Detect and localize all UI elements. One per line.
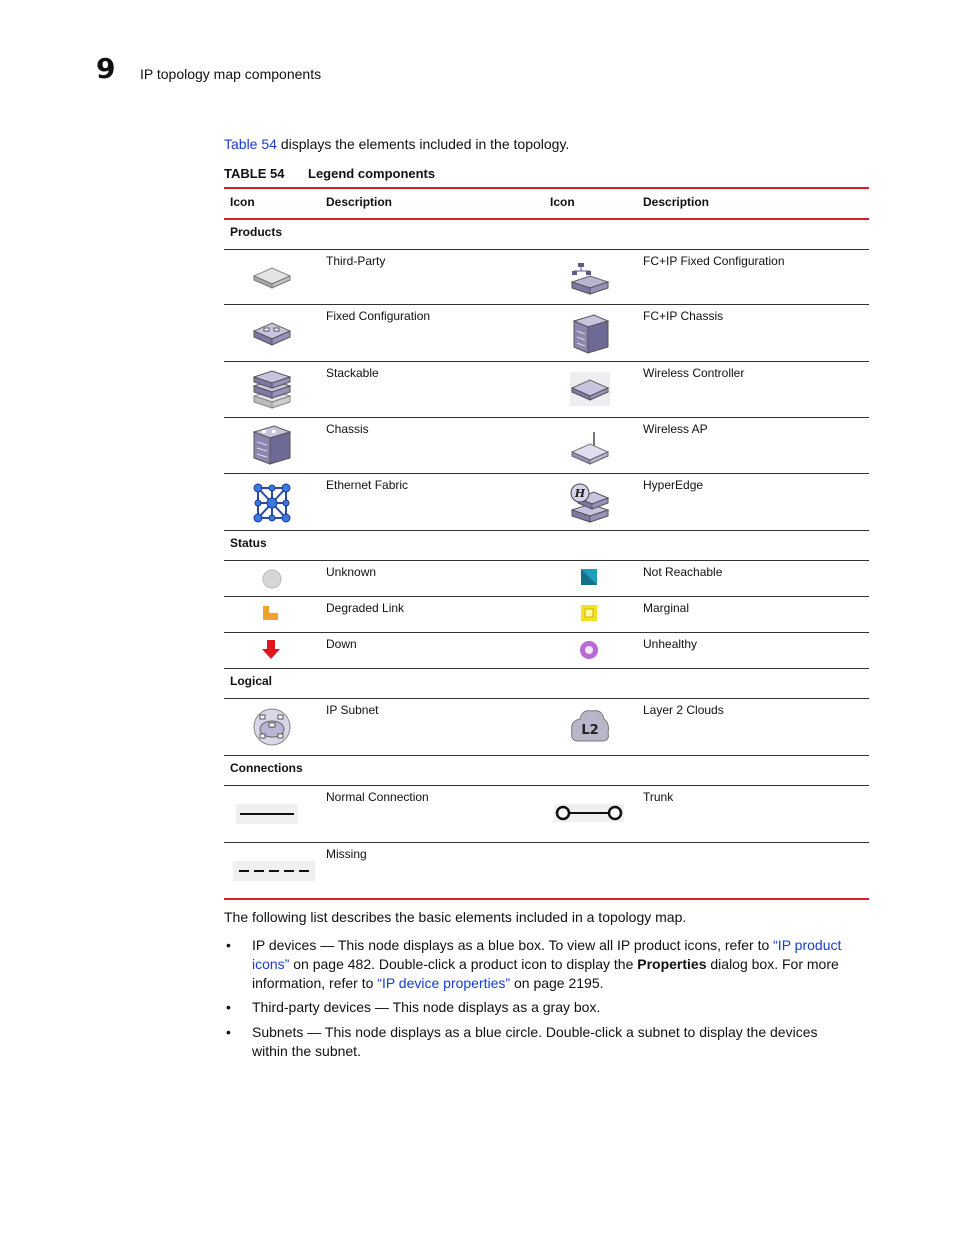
table-row xyxy=(224,250,869,305)
bullet-glyph: • xyxy=(226,999,231,1015)
ethernet-fabric-icon xyxy=(252,482,292,524)
missing-label: Missing xyxy=(326,847,367,861)
trunk-connection-icon xyxy=(554,802,624,824)
stackable-label: Stackable xyxy=(326,366,379,380)
not-reachable-label: Not Reachable xyxy=(643,565,723,579)
degraded-link-label: Degraded Link xyxy=(326,601,405,615)
unknown-status-icon xyxy=(261,568,283,590)
section-connections: Connections xyxy=(224,756,869,786)
table-row xyxy=(224,597,869,633)
table-row xyxy=(224,786,869,843)
layer2-clouds-label: Layer 2 Clouds xyxy=(643,703,724,717)
legend-table xyxy=(224,187,869,900)
bullet-glyph: • xyxy=(226,937,231,953)
hyperedge-badge: H xyxy=(574,487,586,500)
hyperedge-label: HyperEdge xyxy=(643,478,704,492)
down-arrow-icon xyxy=(261,639,281,661)
l2-badge: L2 xyxy=(581,723,599,738)
properties-term: Properties xyxy=(637,956,707,972)
normal-connection-label: Normal Connection xyxy=(326,790,429,804)
table-row xyxy=(224,561,869,597)
table-row xyxy=(224,633,869,669)
bullet-ip-devices: • IP devices — This node displays as a blue box. To view all IP product icons, refer to “IP product icons” on page 482. Double-click a product icon to display the Properties dialog box. For more information, refer to “IP device properties” on page 2195. xyxy=(226,937,842,991)
table-caption xyxy=(224,166,435,181)
table-row xyxy=(224,699,869,756)
bullet-glyph: • xyxy=(226,1024,231,1040)
ip-product-icons-link[interactable]: “IP product xyxy=(773,937,842,953)
header-icon-1: Icon xyxy=(230,195,255,209)
third-party-device-icon xyxy=(252,264,292,290)
header-description-1: Description xyxy=(326,195,393,209)
section-products: Products xyxy=(224,220,869,250)
third-party-label: Third-Party xyxy=(326,254,386,268)
fc-ip-fixed-config-icon xyxy=(570,260,610,296)
unhealthy-label: Unhealthy xyxy=(643,637,698,651)
degraded-link-icon xyxy=(262,604,280,622)
summary-paragraph: The following list describes the basic elements included in a topology map. xyxy=(224,909,687,925)
chapter-title: IP topology map components xyxy=(140,66,322,82)
wireless-ap-label: Wireless AP xyxy=(643,422,708,436)
normal-connection-line-icon xyxy=(236,804,298,824)
not-reachable-icon xyxy=(580,568,598,586)
stackable-icon xyxy=(252,370,292,412)
ip-product-icons-link-cont[interactable]: icons” xyxy=(252,956,290,972)
chapter-number: 9 xyxy=(96,52,116,85)
table-bottom-rule xyxy=(224,898,869,900)
intro-text: displays the elements included in the topology. xyxy=(276,136,570,152)
header-description-2: Description xyxy=(643,195,710,209)
table-header-row xyxy=(224,189,869,220)
ip-subnet-icon xyxy=(252,707,292,747)
layer2-cloud-icon xyxy=(570,707,610,745)
ethernet-fabric-label: Ethernet Fabric xyxy=(326,478,409,492)
fc-ip-fixed-config-label: FC+IP Fixed Configuration xyxy=(643,254,785,268)
table-row xyxy=(224,362,869,418)
table-row xyxy=(224,474,869,531)
fc-ip-chassis-icon xyxy=(570,313,610,355)
table-54-link[interactable]: Table 54 xyxy=(224,136,277,152)
table-label: TABLE 54 xyxy=(224,166,285,181)
wireless-controller-label: Wireless Controller xyxy=(643,366,745,380)
chassis-icon xyxy=(252,424,292,468)
table-row xyxy=(224,305,869,362)
bullet-subnets: • Subnets — This node displays as a blue circle. Double-click a subnet to display the devices within the subnet. xyxy=(226,1024,818,1059)
wireless-ap-icon xyxy=(570,428,610,466)
wireless-controller-icon xyxy=(570,372,610,406)
section-logical: Logical xyxy=(224,669,869,699)
ip-subnet-label: IP Subnet xyxy=(326,703,379,717)
down-label: Down xyxy=(326,637,357,651)
marginal-icon xyxy=(580,604,598,622)
missing-connection-dashed-icon xyxy=(233,861,315,881)
fc-ip-chassis-label: FC+IP Chassis xyxy=(643,309,724,323)
section-status: Status xyxy=(224,531,869,561)
header-icon-2: Icon xyxy=(550,195,575,209)
fixed-configuration-icon xyxy=(252,319,292,349)
trunk-label: Trunk xyxy=(643,790,674,804)
ip-device-properties-link[interactable]: “IP device properties” xyxy=(377,975,511,991)
chassis-label: Chassis xyxy=(326,422,369,436)
table-title: Legend components xyxy=(308,166,436,181)
unhealthy-icon xyxy=(579,640,599,660)
table-row xyxy=(224,418,869,474)
table-row xyxy=(224,843,869,898)
bullet-third-party: • Third-party devices — This node displays as a gray box. xyxy=(226,999,601,1015)
marginal-label: Marginal xyxy=(643,601,690,615)
hyperedge-icon xyxy=(570,482,610,524)
fixed-configuration-label: Fixed Configuration xyxy=(326,309,431,323)
intro-paragraph xyxy=(224,136,569,152)
unknown-label: Unknown xyxy=(326,565,377,579)
